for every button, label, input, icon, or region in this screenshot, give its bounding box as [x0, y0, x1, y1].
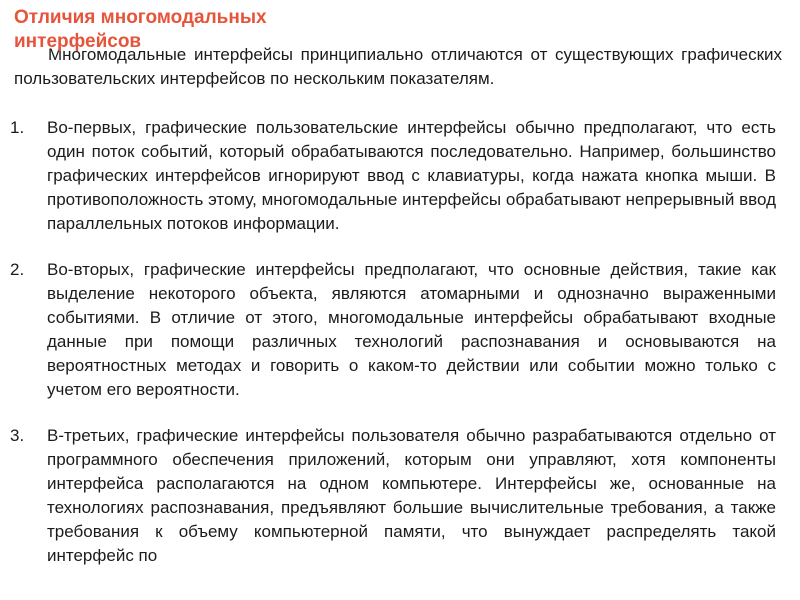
- list-item-text: Во-вторых, графические интерфейсы предполагают, что основные действия, такие как выделение некоторого объекта, являются атомарными и однозначно выраженными событиями. В отличие от этого, многомодальные интерфейсы обрабатывают входные данные при помощи различных технологий распознавания и основываются на вероятностных методах и говорить о каком-то действии или событии можно только с учетом его вероятности.: [47, 260, 776, 399]
- numbered-list: [0, 116, 776, 590]
- list-item: [0, 258, 776, 402]
- list-item-number: 3.: [10, 426, 25, 445]
- intro-paragraph: Многомодальные интерфейсы принципиально отличаются от существующих графических пользовательских интерфейсов по нескольким показателям.: [14, 45, 782, 88]
- list-item-number: 2.: [10, 260, 25, 279]
- list-item: [0, 116, 776, 236]
- list-item-number: 1.: [10, 118, 25, 137]
- list-item: [0, 424, 776, 568]
- slide-title: Отличия многомодальных интерфейсов: [14, 7, 267, 52]
- list-item-text: Во-первых, графические пользовательские интерфейсы обычно предполагают, что есть один поток событий, который обрабатываются последовательно. Например, большинство графических интерфейсов игнорируют ввод с клавиатуры, когда нажата кнопка мыши. В противоположность этому, многомодальные интерфейсы обрабатывают непрерывный ввод параллельных потоков информации.: [47, 118, 776, 233]
- list-item-text: В-третьих, графические интерфейсы пользователя обычно разрабатываются отдельно от программного обеспечения приложений, которым они управляют, хотя компоненты интерфейса располагаются на одном компьютере. Интерфейсы же, основанные на технологиях распознавания, предъявляют большие вычислительные требования, а также требования к объему компьютерной памяти, что вынуждает распределять такой интерфейс по: [47, 426, 776, 565]
